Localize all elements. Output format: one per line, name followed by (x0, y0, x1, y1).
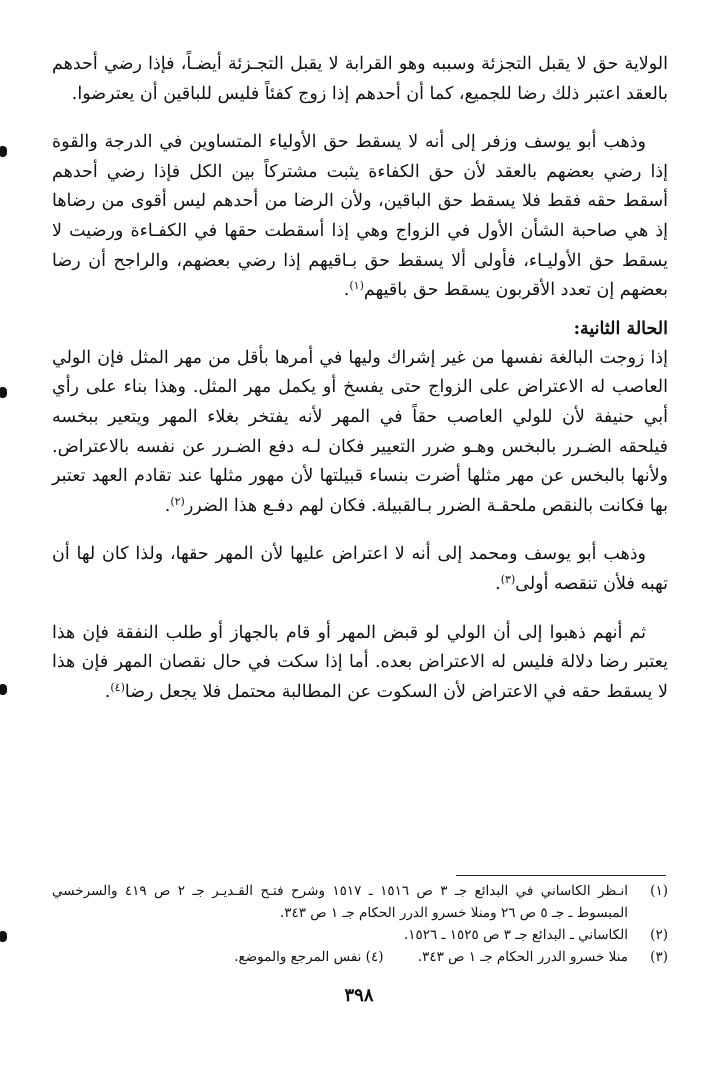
paragraph-1: الولاية حق لا يقبل التجزئة وسببه وهو القرابة لا يقبل التجـزئة أيضـاً، فإذا رضي أحدهم بالعقد اعتبر ذلك رضا للجميع، كما أن أحدهم إذا زوج كفئاً فليس للباقين أن يعترضوا. (52, 54, 668, 104)
footnote-separator (456, 875, 666, 876)
footnote-text: انـظر الكاساني في البدائع جـ ٣ ص ١٥١٦ ـ ١٥١٧ وشرح فتـح القـديـر جـ ٢ ص ٤١٩ والسرخسي المبسوط ـ جـ ٥ ص ٢٦ ومنلا خسرو الدرر الحكام جـ ١ ص ٣٤٣. (52, 883, 628, 921)
footnote-number: (١) (650, 883, 668, 899)
footnote-ref-1[interactable]: (١) (349, 279, 364, 293)
footnote-ref-3[interactable]: (٣) (500, 572, 516, 586)
paragraph-4: وذهب أبو يوسف ومحمد إلى أنه لا اعتراض عليها لأن المهر حقها، ولذا كان لها أن تهبه فلأن تنقصه أولى$^{(٣)}$. (52, 544, 668, 594)
footnotes (52, 880, 668, 968)
margin-mark (0, 931, 7, 942)
footnote-text: الكاساني ـ البدائع جـ ٣ ص ١٥٢٥ ـ ١٥٢٦. (403, 927, 628, 943)
margin-mark (0, 684, 7, 695)
page-body (52, 50, 668, 707)
margin-mark (0, 146, 7, 157)
footnote-4 (234, 946, 383, 968)
footnote-number: (٤) (365, 949, 384, 965)
footnote-ref-2[interactable]: (٢) (170, 494, 185, 508)
paragraph-5: ثم أنهم ذهبوا إلى أن الولي لو قبض المهر أو قام بالجهاز أو طلب النفقة فإن هذا يعتبر رضا دلالة فليس له الاعتراض بعده. أما إذا سكت في حال نقصان المهر فإن هذا لا يسقط حقه في الاعتراض لأن السكوت عن المطالبة محتمل فلا يجعل رضا$^{(٤)}$. (52, 622, 668, 702)
footnote-text: نفس المرجع والموضع. (234, 949, 362, 965)
footnote-2 (52, 924, 668, 946)
page-number: ٣٩٨ (344, 985, 374, 1006)
margin-mark (0, 387, 7, 398)
footnote-3 (52, 946, 668, 968)
footnote-1 (52, 880, 668, 924)
footnote-number: (٢) (650, 927, 668, 943)
paragraph-2: وذهب أبو يوسف وزفر إلى أنه لا يسقط حق الأولياء المتساوين في الدرجة والقوة إذا رضي بعضهم بالعقد لأن حق الكفاءة يثبت مشتركاً بين الكل فإذا رضي أحدهم أسقط حقه فقط فلا يسقط حق الباقين، ولأن الرضا من أحدهم ليس أقوى من رضاها إذ هي صاحبة الشأن الأول في الزواج وهي إذا أسقطت حقها في الكفـاءة ورضيت لا يسقط حق الأوليـاء، فأولى ألا يسقط حق بـاقيهم إذا رضي بعضهم، والراجح أن رضا بعضهم إن تعدد الأقربون يسقط حق باقيهم$^{(١)}$. (52, 132, 668, 301)
paragraph-3: إذا زوجت البالغة نفسها من غير إشراك وليها في أمرها بأقل من مهر المثل فإن الولي العاصب له الاعتراض على الزواج حتى يفسخ أو يكمل مهر المثل. وهذا بناء على رأي أبي حنيفة لأن للولي العاصب حقاً في المهر لأنه يفتخر بغلاء المهر ويتعير ببخسه فيلحقه الضـرر بالبخس وهـو ضرر التعيير فكان لـه دفع الضـرر عن نفسه بالاعتراض. ولأنها بالبخس عن مهر مثلها أضرت بنساء قبيلتها لأن مهور مثلها عند تقادم العهد تعتبر بها فكانت بالنقص ملحقـة الضرر بـالقبيلة. فكان لهم دفـع هذا الضرر$^{(٢)}$. (52, 347, 668, 516)
footnote-3-text: منلا خسرو الدرر الحكام جـ ١ ص ٣٤٣. (417, 949, 628, 965)
section-heading: الحالة الثانية: (573, 318, 668, 339)
footnote-number: (٣) (650, 949, 668, 965)
footnote-text (52, 946, 628, 968)
footnote-ref-4[interactable]: (٤) (110, 680, 125, 694)
